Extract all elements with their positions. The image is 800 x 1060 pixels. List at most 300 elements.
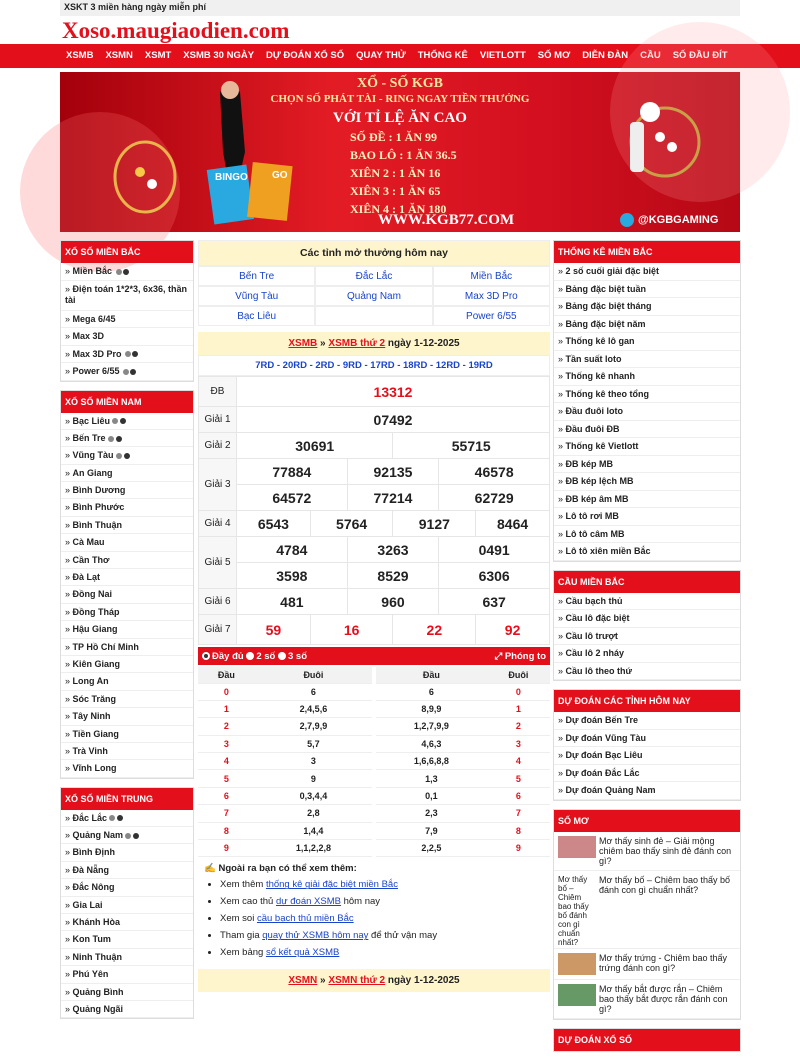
table-row (376, 718, 550, 735)
dau-table (198, 667, 372, 857)
prize-label: ĐB (199, 377, 237, 407)
dot-icon (112, 418, 118, 424)
sidebar-nam-label: Vũng Tàu (72, 450, 114, 461)
sidebar-trung-label: Đà Nẵng (72, 864, 110, 875)
thong-ke-label: ĐB kép MB (565, 458, 614, 469)
sidebar-trung-item[interactable] (61, 879, 193, 896)
province-link[interactable]: Max 3D Pro (433, 286, 550, 306)
sidebar-nam-item[interactable] (61, 569, 193, 586)
odds-line: SỐ ĐỀ : 1 ĂN 99 (350, 130, 438, 144)
sidebar-trung-item[interactable] (61, 827, 193, 844)
sidebar-trung-item[interactable] (61, 810, 193, 827)
see-more-link[interactable]: dự đoán XSMB (275, 896, 341, 908)
sidebar-item-max3d-pro[interactable]: » Max 3D Pro (61, 346, 193, 364)
box-title: DỰ ĐOÁN CÁC TỈNH HÔM NAY (554, 690, 740, 712)
prize-g7: 22 (393, 615, 476, 645)
radio-icon (278, 652, 286, 660)
prize-label: Giải 4 (199, 511, 237, 537)
table-cell: 1,1,2,2,8 (255, 840, 372, 857)
site-logo[interactable]: Xoso.maugiaodien.com (62, 18, 290, 43)
see-more-title: ✍ Ngoài ra bạn có thể xem thêm: (204, 863, 357, 875)
thong-ke-label: Bảng đặc biệt tháng (565, 301, 652, 311)
sidebar-trung-item[interactable] (61, 862, 193, 879)
link-xsmb-thu2[interactable]: XSMB thứ 2 (328, 338, 386, 349)
sidebar-nam-item[interactable] (61, 413, 193, 430)
sidebar-item-dien-toan[interactable]: » Điện toán 1*2*3, 6x36, thần tài (61, 281, 193, 311)
sidebar-nam-label: Tiền Giang (72, 728, 119, 739)
odds-line: BAO LÔ : 1 ĂN 36.5 (350, 148, 457, 162)
province-link[interactable]: Bến Tre (198, 266, 315, 286)
sidebar-item-mien-bac[interactable]: » Miền Bắc (61, 263, 193, 281)
table-row (198, 718, 372, 735)
sidebar-trung-label: Khánh Hòa (72, 917, 121, 928)
banner-subtitle: CHỌN SỐ PHÁT TÀI - RING NGAY TIỀN THƯỞNG (270, 93, 530, 105)
banner-site: WWW.KGB77.COM (378, 212, 515, 228)
table-row (198, 822, 372, 839)
prize-g2: 30691 (237, 433, 393, 459)
prize-g5: 3263 (347, 537, 439, 563)
sidebar-nam-item[interactable] (61, 447, 193, 464)
see-more-link[interactable]: sổ kết quả XSMB (265, 947, 340, 959)
sidebar-nam-label: Đồng Nai (72, 589, 113, 600)
cau-item[interactable] (554, 645, 740, 663)
dream-item[interactable]: Mơ thấy bố – Chiêm bao thấy bố đánh con gì chuẩn nhất? Mơ thấy bố – Chiêm bao thấy bố đánh con gì chuẩn nhất? (554, 871, 740, 949)
thong-ke-item[interactable] (554, 508, 740, 526)
table-cell: 1,3 (376, 770, 487, 787)
prize-g3: 62729 (439, 485, 550, 511)
column-header: Đầu (376, 667, 487, 683)
sidebar-nam-item[interactable] (61, 673, 193, 690)
du-doan-label: Dự đoán Vũng Tàu (565, 732, 647, 743)
box-cau (553, 570, 741, 682)
prize-g5: 3598 (237, 563, 348, 589)
nav-item-dien-dan[interactable]: DIỄN ĐÀN (582, 50, 629, 61)
prize-g4: 9127 (393, 511, 476, 537)
table-cell: 0,3,4,4 (255, 787, 372, 804)
prize-label: Giải 6 (199, 589, 237, 615)
thong-ke-item[interactable] (554, 456, 740, 474)
sidebar-trung-label: Bình Định (72, 847, 116, 858)
cau-label: Cầu lô 2 nháy (565, 648, 625, 658)
sidebar-nam-item[interactable] (61, 465, 193, 482)
odds-line: XIÊN 4 : 1 ĂN 180 (350, 202, 447, 216)
result-table (198, 376, 550, 645)
box-title: XỔ SỐ MIỀN BẮC (61, 241, 193, 263)
prize-g7: 16 (310, 615, 393, 645)
sidebar-nam-item[interactable] (61, 499, 193, 516)
go-label: GO (272, 170, 288, 181)
table-cell: 4 (487, 753, 550, 770)
prize-g4: 5764 (310, 511, 393, 537)
table-cell: 3 (255, 753, 372, 770)
table-cell: 3 (487, 735, 550, 752)
sidebar-nam-label: Đồng Tháp (72, 606, 120, 617)
thong-ke-label: Bảng đặc biệt tuần (565, 283, 647, 294)
dot-icon (123, 369, 129, 375)
sidebar-trung-label: Ninh Thuận (72, 951, 123, 962)
display-options (198, 647, 550, 665)
dream-item[interactable]: Mơ thấy bắt được rắn – Chiêm bao thấy bắt được rắn đánh con gì? (554, 980, 740, 1019)
banner-tagline: VỚI TỈ LỆ ĂN CAO (333, 110, 467, 126)
see-more-item: • Xem cao thủ dự đoán XSMB hôm nay (220, 893, 544, 910)
sidebar-nam-item[interactable] (61, 534, 193, 551)
box-du-doan (553, 689, 741, 801)
table-row (376, 683, 550, 700)
sidebar-nam-label: Long An (72, 676, 109, 687)
sidebar-trung-item[interactable] (61, 931, 193, 948)
option-full[interactable]: Đầy đủ (202, 651, 244, 662)
prize-g1: 07492 (237, 407, 550, 433)
sidebar-nam-item[interactable] (61, 726, 193, 743)
sidebar-item-max3d[interactable]: » Max 3D (61, 328, 193, 346)
dot-icon (132, 351, 138, 357)
thong-ke-label: Lô tô câm MB (565, 528, 625, 539)
thong-ke-item[interactable] (554, 316, 740, 334)
box-du-doan-xs (553, 1028, 741, 1052)
table-cell: 5 (487, 770, 550, 787)
today-provinces (198, 266, 550, 326)
table-cell: 7 (487, 805, 550, 822)
du-doan-item[interactable] (554, 782, 740, 800)
province-link[interactable]: Đắc Lắc (315, 266, 432, 286)
sidebar-trung-item[interactable] (61, 914, 193, 931)
result-header: XSMB » XSMB thứ 2 ngày 1-12-2025 (198, 332, 550, 355)
sidebar-nam-item[interactable] (61, 708, 193, 725)
province-link[interactable]: Vũng Tàu (198, 286, 315, 306)
table-cell: 3 (198, 735, 255, 752)
sidebar-nam-label: TP Hồ Chí Minh (72, 641, 139, 652)
du-doan-item[interactable] (554, 765, 740, 783)
thong-ke-item[interactable] (554, 526, 740, 544)
table-row (198, 753, 372, 770)
cau-item[interactable] (554, 593, 740, 611)
cau-label: Cầu bạch thủ (565, 595, 623, 606)
see-more-item: • Xem soi cầu bạch thủ miền Bắc (220, 910, 544, 927)
du-doan-label: Dự đoán Đắc Lắc (565, 767, 640, 778)
dream-thumb (558, 953, 596, 975)
thong-ke-item[interactable] (554, 386, 740, 404)
dot-icon (109, 815, 115, 821)
thong-ke-item[interactable] (554, 438, 740, 456)
sidebar-item-power[interactable]: » Power 6/55 (61, 363, 193, 381)
province-link[interactable]: Power 6/55 (433, 306, 550, 326)
province-link[interactable]: Miền Bắc (433, 266, 550, 286)
table-row (376, 840, 550, 857)
sidebar-item-mega[interactable]: » Mega 6/45 (61, 311, 193, 329)
table-cell: 2,2,5 (376, 840, 487, 857)
see-more-link[interactable]: thống kê giải đặc biệt miền Bắc (265, 879, 398, 891)
du-doan-item[interactable] (554, 712, 740, 730)
table-cell: 9 (487, 840, 550, 857)
prize-g2: 55715 (393, 433, 550, 459)
table-row (198, 683, 372, 700)
du-doan-item[interactable] (554, 747, 740, 765)
thong-ke-label: Thống kê nhanh (565, 371, 636, 381)
table-cell: 7,9 (376, 822, 487, 839)
table-row (198, 805, 372, 822)
du-doan-label: Dự đoán Quảng Nam (565, 785, 656, 795)
thong-ke-item[interactable] (554, 298, 740, 316)
right-sidebar (553, 240, 741, 1060)
table-row (198, 700, 372, 717)
thong-ke-label: Thống kê theo tổng (565, 388, 650, 399)
sidebar-nam-label: Bình Dương (72, 485, 126, 496)
see-more (198, 857, 550, 967)
thong-ke-label: Tần suất loto (565, 353, 622, 364)
sidebar-nam-label: Sóc Trăng (72, 693, 117, 704)
table-cell: 8,9,9 (376, 700, 487, 717)
dream-item[interactable]: Mơ thấy sinh đẻ – Giải mộng chiêm bao thấy sinh đẻ đánh con gì? (554, 832, 740, 871)
table-cell: 5,7 (255, 735, 372, 752)
sidebar-nam-item[interactable] (61, 639, 193, 656)
sidebar-trung-item[interactable] (61, 844, 193, 861)
thong-ke-label: Đầu đuôi ĐB (565, 423, 620, 434)
see-more-link[interactable]: cầu bạch thủ miền Bắc (256, 913, 354, 925)
dot-icon (108, 436, 114, 442)
radio-icon (246, 652, 254, 660)
sidebar-trung-item[interactable] (61, 984, 193, 1001)
sidebar-nam-label: Bến Tre (72, 432, 106, 443)
expand-icon: ⤢ (494, 650, 505, 662)
table-cell: 4 (198, 753, 255, 770)
sidebar-nam-item[interactable] (61, 621, 193, 638)
cau-item[interactable] (554, 610, 740, 628)
table-cell: 9 (255, 770, 372, 787)
table-cell: 6 (487, 787, 550, 804)
sidebar-trung-item[interactable] (61, 1001, 193, 1018)
cau-label: Cầu lô theo thứ (565, 665, 633, 676)
table-cell: 2 (487, 718, 550, 735)
table-cell: 6 (198, 787, 255, 804)
sidebar-nam-item[interactable] (61, 604, 193, 621)
thong-ke-item[interactable] (554, 333, 740, 351)
prize-label: Giải 7 (199, 615, 237, 645)
du-doan-item[interactable] (554, 730, 740, 748)
prize-g6: 637 (439, 589, 550, 615)
dream-thumb (558, 836, 596, 858)
nav-item-so-mo[interactable]: SỐ MƠ (537, 50, 571, 61)
option-3-so[interactable]: 3 số (278, 651, 307, 662)
sidebar-nam-item[interactable] (61, 760, 193, 777)
sidebar-nam-item[interactable] (61, 743, 193, 760)
nav-item-thong-ke[interactable]: THỐNG KÊ (417, 50, 468, 61)
table-row (198, 787, 372, 804)
table-cell: 1 (198, 700, 255, 717)
table-cell: 1,4,4 (255, 822, 372, 839)
nav-item-du-doan[interactable]: DỰ ĐOÁN XỔ SỐ (266, 50, 345, 61)
thong-ke-label: Bảng đặc biệt năm (565, 318, 646, 329)
prize-label: Giải 1 (199, 407, 237, 433)
left-sidebar (60, 240, 194, 1027)
prize-g5: 0491 (439, 537, 550, 563)
sidebar-nam-item[interactable] (61, 430, 193, 447)
nav-item-vietlott[interactable]: VIETLOTT (479, 50, 526, 61)
sidebar-nam-label: An Giang (72, 467, 113, 478)
sidebar-trung-label: Kon Tum (72, 934, 111, 945)
sidebar-nam-label: Tây Ninh (72, 711, 111, 722)
table-cell: 5 (198, 770, 255, 787)
dot-icon (123, 269, 129, 275)
box-title: XỔ SỐ MIỀN NAM (61, 391, 193, 413)
sidebar-nam-label: Bạc Liêu (72, 415, 111, 426)
dream-thumb (558, 984, 596, 1006)
column-header: Đầu (198, 667, 255, 683)
duoi-table (376, 667, 550, 857)
dot-icon (133, 833, 139, 839)
prize-label: Giải 2 (199, 433, 237, 459)
nav-item-xsmb[interactable]: XSMB (66, 50, 94, 61)
thong-ke-label: ĐB kép lệch MB (565, 476, 634, 486)
sidebar-trung-label: Gia Lai (72, 899, 103, 910)
sidebar-nam-item[interactable] (61, 586, 193, 603)
province-link[interactable]: Bạc Liêu (198, 306, 315, 326)
prize-label: Giải 5 (199, 537, 237, 589)
kgb-banner[interactable] (60, 72, 740, 232)
thong-ke-item[interactable] (554, 543, 740, 561)
sidebar-nam-label: Bình Phước (72, 502, 125, 513)
table-cell: 2,3 (376, 805, 487, 822)
nav-item-xsmn[interactable]: XSMN (105, 50, 133, 61)
prize-g3: 92135 (347, 459, 439, 485)
province-link (315, 306, 432, 326)
dot-icon (130, 369, 136, 375)
thong-ke-item[interactable] (554, 473, 740, 491)
table-cell: 2,4,5,6 (255, 700, 372, 717)
thong-ke-label: Đầu đuôi loto (565, 406, 624, 416)
nav-item-xsmt[interactable]: XSMT (144, 50, 172, 61)
sidebar-nam-item[interactable] (61, 552, 193, 569)
sidebar-nam-item[interactable] (61, 691, 193, 708)
sidebar-trung-label: Quảng Ngãi (72, 1004, 124, 1014)
table-cell: 2,8 (255, 805, 372, 822)
sidebar-trung-item[interactable] (61, 949, 193, 966)
table-cell: 7 (198, 805, 255, 822)
sidebar-nam-label: Cà Mau (72, 537, 105, 548)
column-header: Đuôi (487, 667, 550, 683)
table-row (376, 805, 550, 822)
sidebar-trung-label: Đắc Lắc (72, 812, 108, 823)
thong-ke-item[interactable] (554, 351, 740, 369)
see-more-link[interactable]: quay thử XSMB hôm nay (262, 930, 369, 942)
sidebar-nam-item[interactable] (61, 656, 193, 673)
sidebar-trung-label: Quảng Nam (72, 830, 124, 841)
table-row (376, 770, 550, 787)
thong-ke-label: Lô tô xiên miền Bắc (565, 546, 651, 556)
nav-item-so-dau-dit[interactable]: SỐ ĐẦU ĐÍT (672, 50, 728, 61)
dream-thumb-broken: Mơ thấy bố – Chiêm bao thấy bố đánh con gì chuẩn nhất? (558, 874, 589, 947)
odds-line: XIÊN 2 : 1 ĂN 16 (350, 166, 441, 180)
link-xsmb[interactable]: XSMB (288, 338, 318, 349)
thong-ke-label: 2 số cuối giải đặc biệt (565, 266, 660, 276)
prize-g3: 77884 (237, 459, 348, 485)
cau-label: Cầu lô trượt (565, 630, 618, 641)
table-cell: 4,6,3 (376, 735, 487, 752)
sidebar-nam-item[interactable] (61, 482, 193, 499)
topbar-text: XSKT 3 miền hàng ngày miễn phí (60, 0, 740, 16)
option-2-so[interactable]: 2 số (246, 651, 275, 662)
box-so-mo (553, 809, 741, 1020)
thong-ke-item[interactable] (554, 281, 740, 299)
odds-line: XIÊN 3 : 1 ĂN 65 (350, 184, 441, 198)
banner-odds (350, 128, 457, 218)
sidebar-trung-item[interactable] (61, 897, 193, 914)
thong-ke-item[interactable] (554, 368, 740, 386)
prize-g7: 59 (237, 615, 311, 645)
box-title: XỔ SỐ MIỀN TRUNG (61, 788, 193, 810)
dau-duoi-section (198, 667, 550, 857)
prize-g3: 64572 (237, 485, 348, 511)
thong-ke-label: Thống kê Vietlott (565, 441, 639, 451)
radio-selected-icon (202, 652, 210, 660)
nav-item-cau[interactable]: CẦU (640, 50, 661, 61)
nav-item-xsmb-30[interactable]: XSMB 30 NGÀY (183, 50, 255, 61)
sidebar-trung-label: Phú Yên (72, 969, 109, 980)
thong-ke-item[interactable] (554, 491, 740, 509)
sidebar-nam-item[interactable] (61, 517, 193, 534)
thong-ke-item[interactable] (554, 403, 740, 421)
nav-item-quay-thu[interactable]: QUAY THỬ (356, 50, 406, 61)
prize-g7: 92 (476, 615, 550, 645)
box-title: CẦU MIỀN BẮC (554, 571, 740, 593)
table-row (376, 735, 550, 752)
prize-g6: 960 (347, 589, 439, 615)
thong-ke-item[interactable] (554, 263, 740, 281)
cau-item[interactable] (554, 628, 740, 646)
prize-g6: 481 (237, 589, 348, 615)
sidebar-trung-label: Đắc Nông (72, 882, 115, 893)
dot-icon (125, 833, 131, 839)
link-xsmn[interactable]: XSMN (288, 975, 318, 987)
box-title: SỐ MƠ (554, 810, 740, 832)
special-codes: 7RD - 20RD - 2RD - 9RD - 17RD - 18RD - 12RD - 19RD (198, 355, 550, 376)
table-row (198, 735, 372, 752)
cau-label: Cầu lô đặc biệt (565, 613, 630, 623)
table-cell: 1,6,6,8,8 (376, 753, 487, 770)
table-row (376, 700, 550, 717)
dot-icon (125, 351, 131, 357)
thong-ke-item[interactable] (554, 421, 740, 439)
column-header: Đuôi (255, 667, 372, 683)
table-cell: 9 (198, 840, 255, 857)
box-title: DỰ ĐOÁN XỔ SỐ (554, 1029, 740, 1051)
table-row (198, 770, 372, 787)
sidebar-trung-item[interactable] (61, 966, 193, 983)
prize-g3: 46578 (439, 459, 550, 485)
table-cell: 0 (487, 683, 550, 700)
dream-item[interactable]: Mơ thấy trứng - Chiêm bao thấy trứng đánh con gì? (554, 949, 740, 980)
table-row (198, 840, 372, 857)
sidebar-nam-label: Cần Thơ (72, 554, 110, 565)
box-title: THỐNG KÊ MIỀN BẮC (554, 241, 740, 263)
table-cell: 1 (487, 700, 550, 717)
zoom-button[interactable]: ⤢ Phóng to (494, 650, 546, 662)
cau-item[interactable] (554, 663, 740, 681)
prize-label: Giải 3 (199, 459, 237, 511)
table-row (376, 822, 550, 839)
table-cell: 6 (255, 683, 372, 700)
sidebar-nam-label: Hậu Giang (72, 624, 118, 635)
result-header-mn: XSMN » XSMN thứ 2 ngày 1-12-2025 (198, 969, 550, 992)
table-cell: 2 (198, 718, 255, 735)
link-xsmn-thu2[interactable]: XSMN thứ 2 (328, 975, 386, 987)
province-link[interactable]: Quảng Nam (315, 286, 432, 306)
box-xs-mien-bac (60, 240, 194, 382)
dot-icon (120, 418, 126, 424)
sidebar-nam-label: Vĩnh Long (72, 763, 117, 774)
sidebar-trung-label: Quảng Bình (72, 986, 124, 997)
prize-g5: 4784 (237, 537, 348, 563)
see-more-item: • Xem bảng sổ kết quả XSMB (220, 944, 544, 961)
